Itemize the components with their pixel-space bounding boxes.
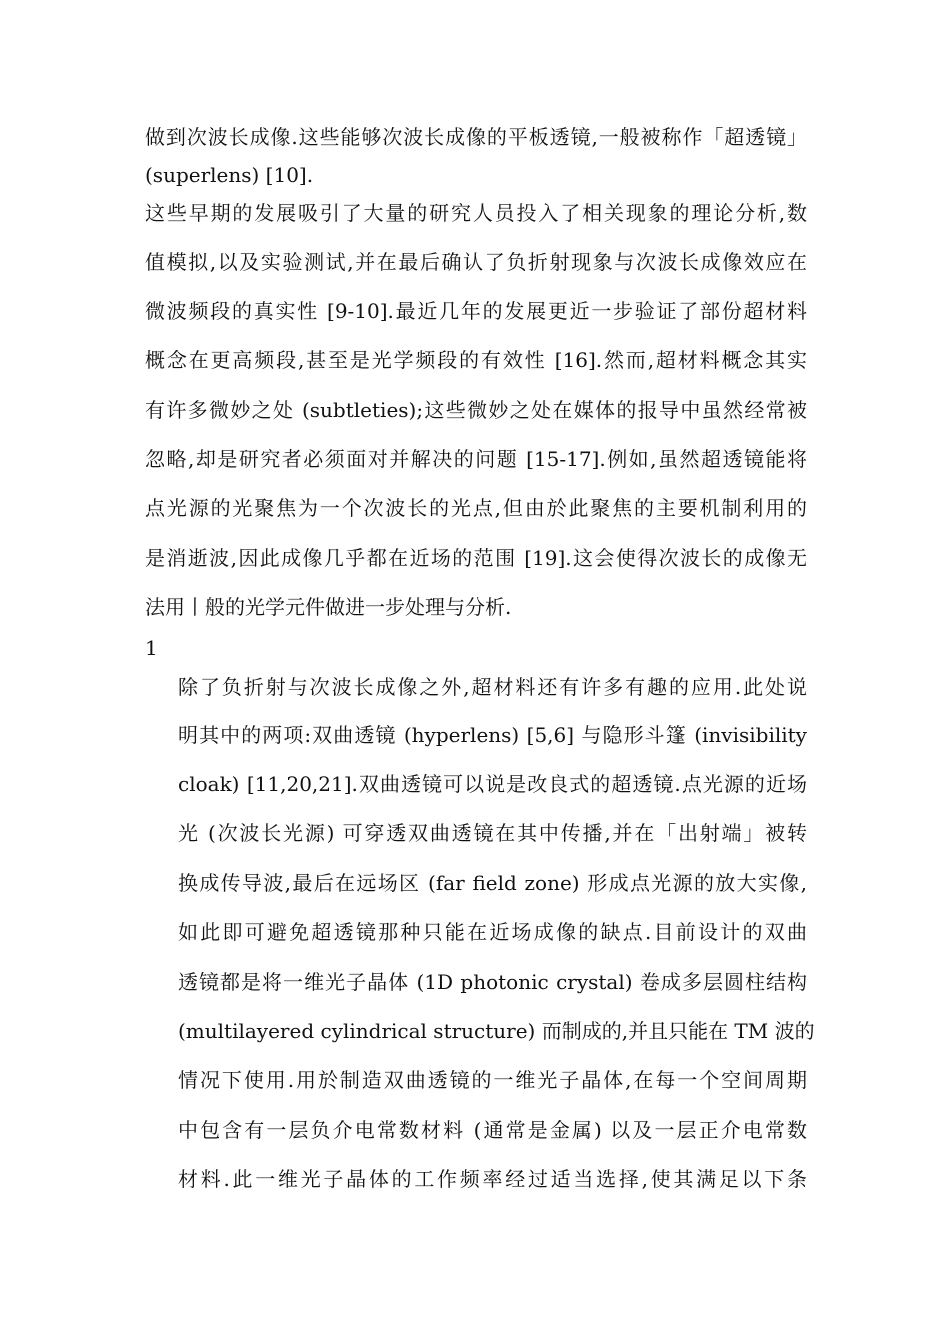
page-number: 1 — [145, 636, 158, 660]
paragraph-line: 材料.此一维光子晶体的工作频率经过适当选择,使其满足以下条 — [178, 1167, 807, 1191]
paragraph-line: 做到次波长成像.这些能够次波长成像的平板透镜,一般被称作「超透镜」 — [145, 125, 807, 149]
paragraph-line: 明其中的两项:双曲透镜 (hyperlens) [5,6] 与隐形斗篷 (invisibility — [178, 723, 807, 747]
paragraph-line: 忽略,却是研究者必须面对并解决的问题 [15-17].例如,虽然超透镜能将 — [145, 447, 807, 471]
paragraph-line: 中包含有一层负介电常数材料 (通常是金属) 以及一层正介电常数 — [178, 1118, 807, 1142]
paragraph-line: 概念在更高频段,甚至是光学频段的有效性 [16].然而,超材料概念其实 — [145, 348, 807, 372]
paragraph-line: 如此即可避免超透镜那种只能在近场成像的缺点.目前设计的双曲 — [178, 920, 807, 944]
paragraph-line: 情况下使用.用於制造双曲透镜的一维光子晶体,在每一个空间周期 — [178, 1068, 807, 1092]
paragraph-line: 换成传导波,最后在远场区 (far field zone) 形成点光源的放大实像, — [178, 871, 807, 895]
paragraph-line: 透镜都是将一维光子晶体 (1D photonic crystal) 卷成多层圆柱结构 — [178, 970, 807, 994]
paragraph-line: 值模拟,以及实验测试,并在最后确认了负折射现象与次波长成像效应在 — [145, 250, 807, 274]
paragraph-line: 光 (次波长光源) 可穿透双曲透镜在其中传播,并在「出射端」被转 — [178, 821, 807, 845]
paragraph-line: (multilayered cylindrical structure) 而制成的,并且只能在 TM 波的 — [178, 1019, 815, 1043]
paragraph-line: cloak) [11,20,21].双曲透镜可以说是改良式的超透镜.点光源的近场 — [178, 772, 807, 796]
paragraph-line: 是消逝波,因此成像几乎都在近场的范围 [19].这会使得次波长的成像无 — [145, 546, 807, 570]
paragraph-line: 法用丨般的光学元件做进一步处理与分析. — [145, 595, 512, 619]
paragraph-line: 这些早期的发展吸引了大量的研究人员投入了相关现象的理论分析,数 — [145, 201, 807, 225]
paragraph-line: (superlens) [10]. — [145, 163, 314, 187]
paragraph-line: 除了负折射与次波长成像之外,超材料还有许多有趣的应用.此处说 — [178, 675, 807, 699]
paragraph-line: 微波频段的真实性 [9-10].最近几年的发展更近一步验证了部份超材料 — [145, 299, 807, 323]
paragraph-line: 有许多微妙之处 (subtleties);这些微妙之处在媒体的报导中虽然经常被 — [145, 398, 807, 422]
paragraph-line: 点光源的光聚焦为一个次波长的光点,但由於此聚焦的主要机制利用的 — [145, 496, 807, 520]
